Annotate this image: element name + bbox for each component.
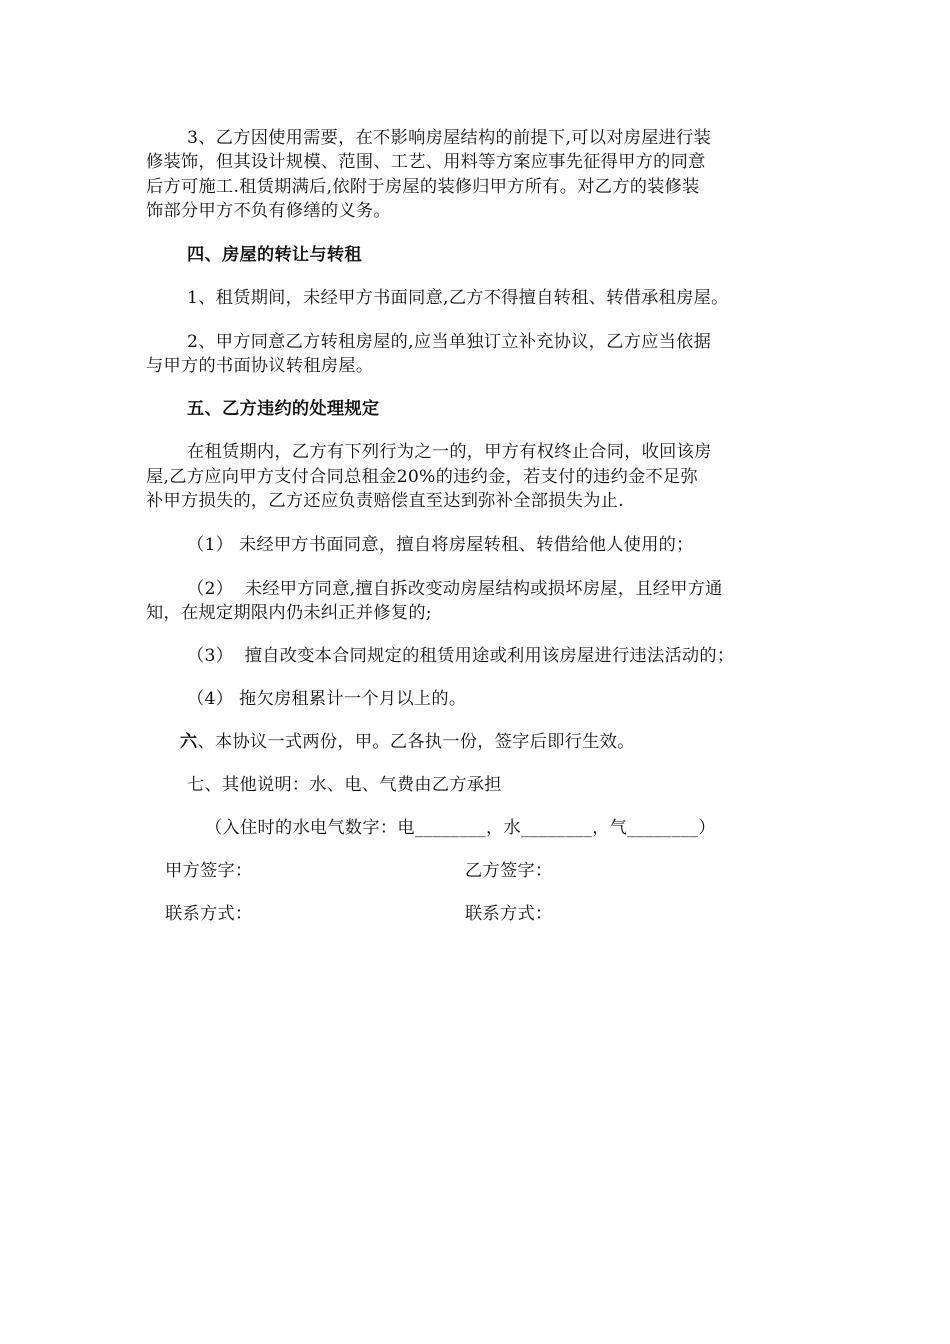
section5-intro-line2: 屋,乙方应向甲方支付合同总租金20%的违约金，若支付的违约金不足弥 — [146, 467, 699, 487]
section5-item2-line1: （2） 未经甲方同意,擅自拆改变动房屋结构或损坏房屋，且经甲方通 — [187, 579, 723, 599]
paragraph-item3-line3: 后方可施工.租赁期满后,依附于房屋的装修归甲方所有。对乙方的装修装 — [146, 177, 700, 197]
meter-reading-note: （入住时的水电气数字：电________，水________，气________） — [205, 818, 716, 838]
section7-text: 七、其他说明：水、电、气费由乙方承担 — [187, 775, 502, 795]
section4-heading: 四、房屋的转让与转租 — [187, 245, 362, 265]
section5-item1: （1） 未经甲方书面同意，擅自将房屋转租、转借给他人使用的； — [187, 535, 694, 555]
section4-item2-line2: 与甲方的书面协议转租房屋。 — [146, 356, 374, 376]
party-a-contact-label: 联系方式： — [165, 904, 253, 924]
party-a-signature-label: 甲方签字： — [165, 861, 253, 881]
section6-body: 、本协议一式两份，甲。乙各执一份，签字后即行生效。 — [197, 732, 635, 752]
section5-intro-line1: 在租赁期内，乙方有下列行为之一的，甲方有权终止合同，收回该房 — [187, 442, 712, 462]
section5-item3: （3） 擅自改变本合同规定的租赁用途或利用该房屋进行违法活动的； — [187, 646, 735, 666]
section5-item2-line2: 知，在规定期限内仍未纠正并修复的; — [146, 603, 432, 623]
section5-heading: 五、乙方违约的处理规定 — [187, 399, 380, 419]
paragraph-item3-line2: 修装饰，但其设计规模、范围、工艺、用料等方案应事先征得甲方的同意 — [146, 152, 706, 172]
section5-intro-line3: 补甲方损失的，乙方还应负责赔偿直至达到弥补全部损失为止. — [146, 491, 624, 511]
party-b-signature-label: 乙方签字： — [465, 861, 553, 881]
section4-item1: 1、租赁期间，未经甲方书面同意,乙方不得擅自转租、转借承租房屋。 — [187, 288, 729, 308]
section6-text — [180, 731, 635, 753]
paragraph-item3-line4: 饰部分甲方不负有修缮的义务。 — [146, 201, 391, 221]
section5-item4: （4） 拖欠房租累计一个月以上的。 — [187, 689, 467, 709]
section4-item2-line1: 2、甲方同意乙方转租房屋的,应当单独订立补充协议，乙方应当依据 — [187, 332, 712, 352]
section6-number: 六 — [180, 732, 198, 752]
party-b-contact-label: 联系方式： — [465, 904, 553, 924]
paragraph-item3-line1: 3、乙方因使用需要，在不影响房屋结构的前提下,可以对房屋进行装 — [187, 128, 712, 148]
